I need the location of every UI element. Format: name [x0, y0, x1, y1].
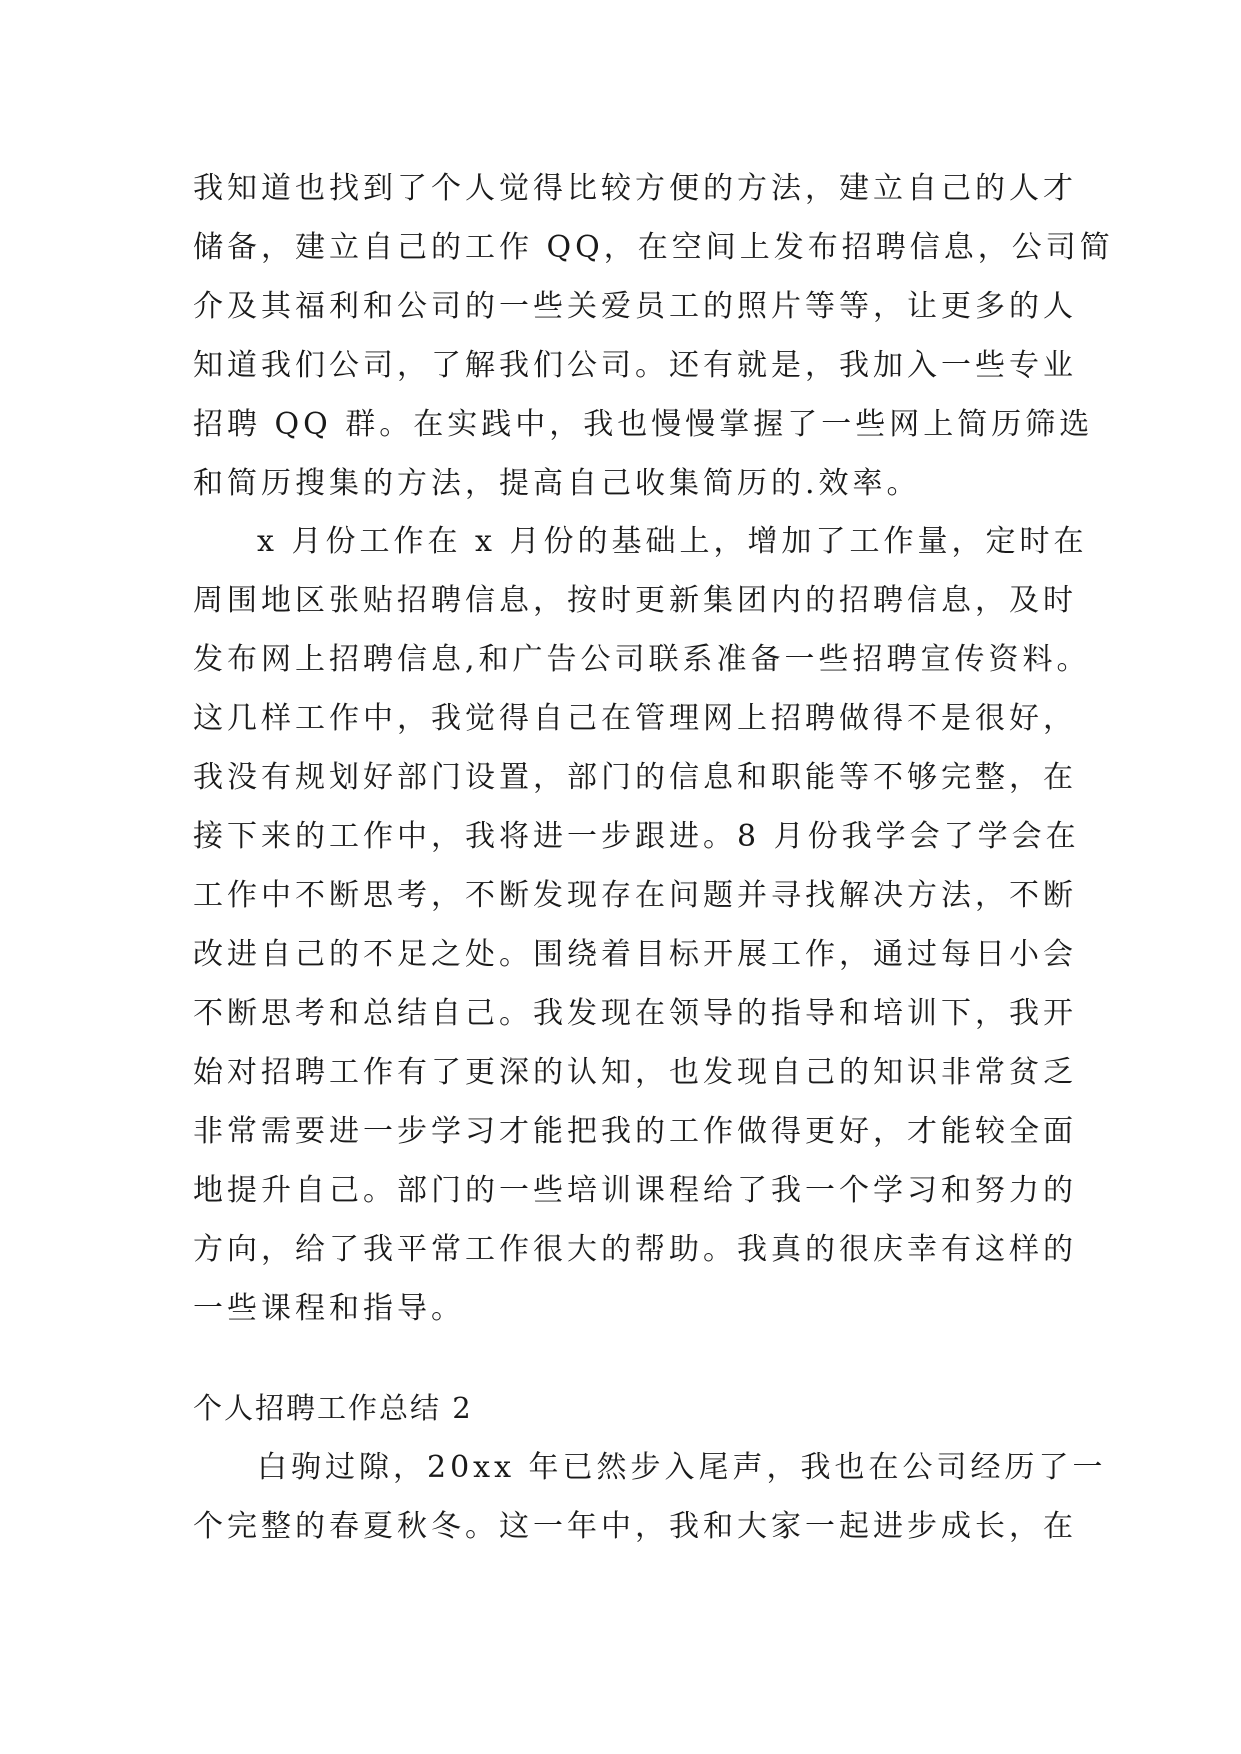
text-line: 介及其福利和公司的一些关爱员工的照片等等，让更多的人 — [193, 289, 1077, 324]
text-line: 地提升自己。部门的一些培训课程给了我一个学习和努力的 — [193, 1173, 1077, 1208]
text-line: 始对招聘工作有了更深的认知，也发现自己的知识非常贫乏 — [193, 1055, 1077, 1090]
text-line: 个完整的春夏秋冬。这一年中，我和大家一起进步成长，在 — [193, 1509, 1077, 1544]
paragraph-continued — [193, 159, 1114, 513]
section-heading — [193, 1383, 1053, 1433]
text-line: 一些课程和指导。 — [193, 1291, 465, 1326]
text-line: 我没有规划好部门设置，部门的信息和职能等不够完整，在 — [193, 760, 1077, 795]
text-line: 方向，给了我平常工作很大的帮助。我真的很庆幸有这样的 — [193, 1232, 1077, 1267]
paragraph-summary-2 — [193, 1438, 1107, 1556]
text-line-first: x 月份工作在 x 月份的基础上，增加了工作量，定时在 — [257, 524, 1088, 559]
text-line: 知道我们公司，了解我们公司。还有就是，我加入一些专业 — [193, 348, 1077, 383]
text-line: 这几样工作中，我觉得自己在管理网上招聘做得不是很好， — [193, 701, 1077, 736]
text-line: 发布网上招聘信息,和广告公司联系准备一些招聘宣传资料。 — [193, 642, 1091, 677]
text-line: 周围地区张贴招聘信息，按时更新集团内的招聘信息，及时 — [193, 583, 1077, 618]
text-line: 工作中不断思考，不断发现存在问题并寻找解决方法，不断 — [193, 878, 1077, 913]
paragraph-monthly-work — [193, 512, 1091, 1338]
section-title: 个人招聘工作总结 2 — [193, 1391, 473, 1425]
text-line: 我知道也找到了个人觉得比较方便的方法，建立自己的人才 — [193, 171, 1077, 206]
text-line: 不断思考和总结自己。我发现在领导的指导和培训下，我开 — [193, 996, 1077, 1031]
text-line-first: 白驹过隙，20xx 年已然步入尾声，我也在公司经历了一 — [257, 1450, 1107, 1485]
text-line: 和简历搜集的方法，提高自己收集简历的.效率。 — [193, 466, 921, 501]
text-line: 接下来的工作中，我将进一步跟进。8 月份我学会了学会在 — [193, 819, 1080, 854]
text-line: 招聘 QQ 群。在实践中，我也慢慢掌握了一些网上简历筛选 — [193, 407, 1094, 442]
text-line: 改进自己的不足之处。围绕着目标开展工作，通过每日小会 — [193, 937, 1077, 972]
text-line: 非常需要进一步学习才能把我的工作做得更好，才能较全面 — [193, 1114, 1077, 1149]
text-line: 储备，建立自己的工作 QQ，在空间上发布招聘信息，公司简 — [193, 230, 1114, 265]
